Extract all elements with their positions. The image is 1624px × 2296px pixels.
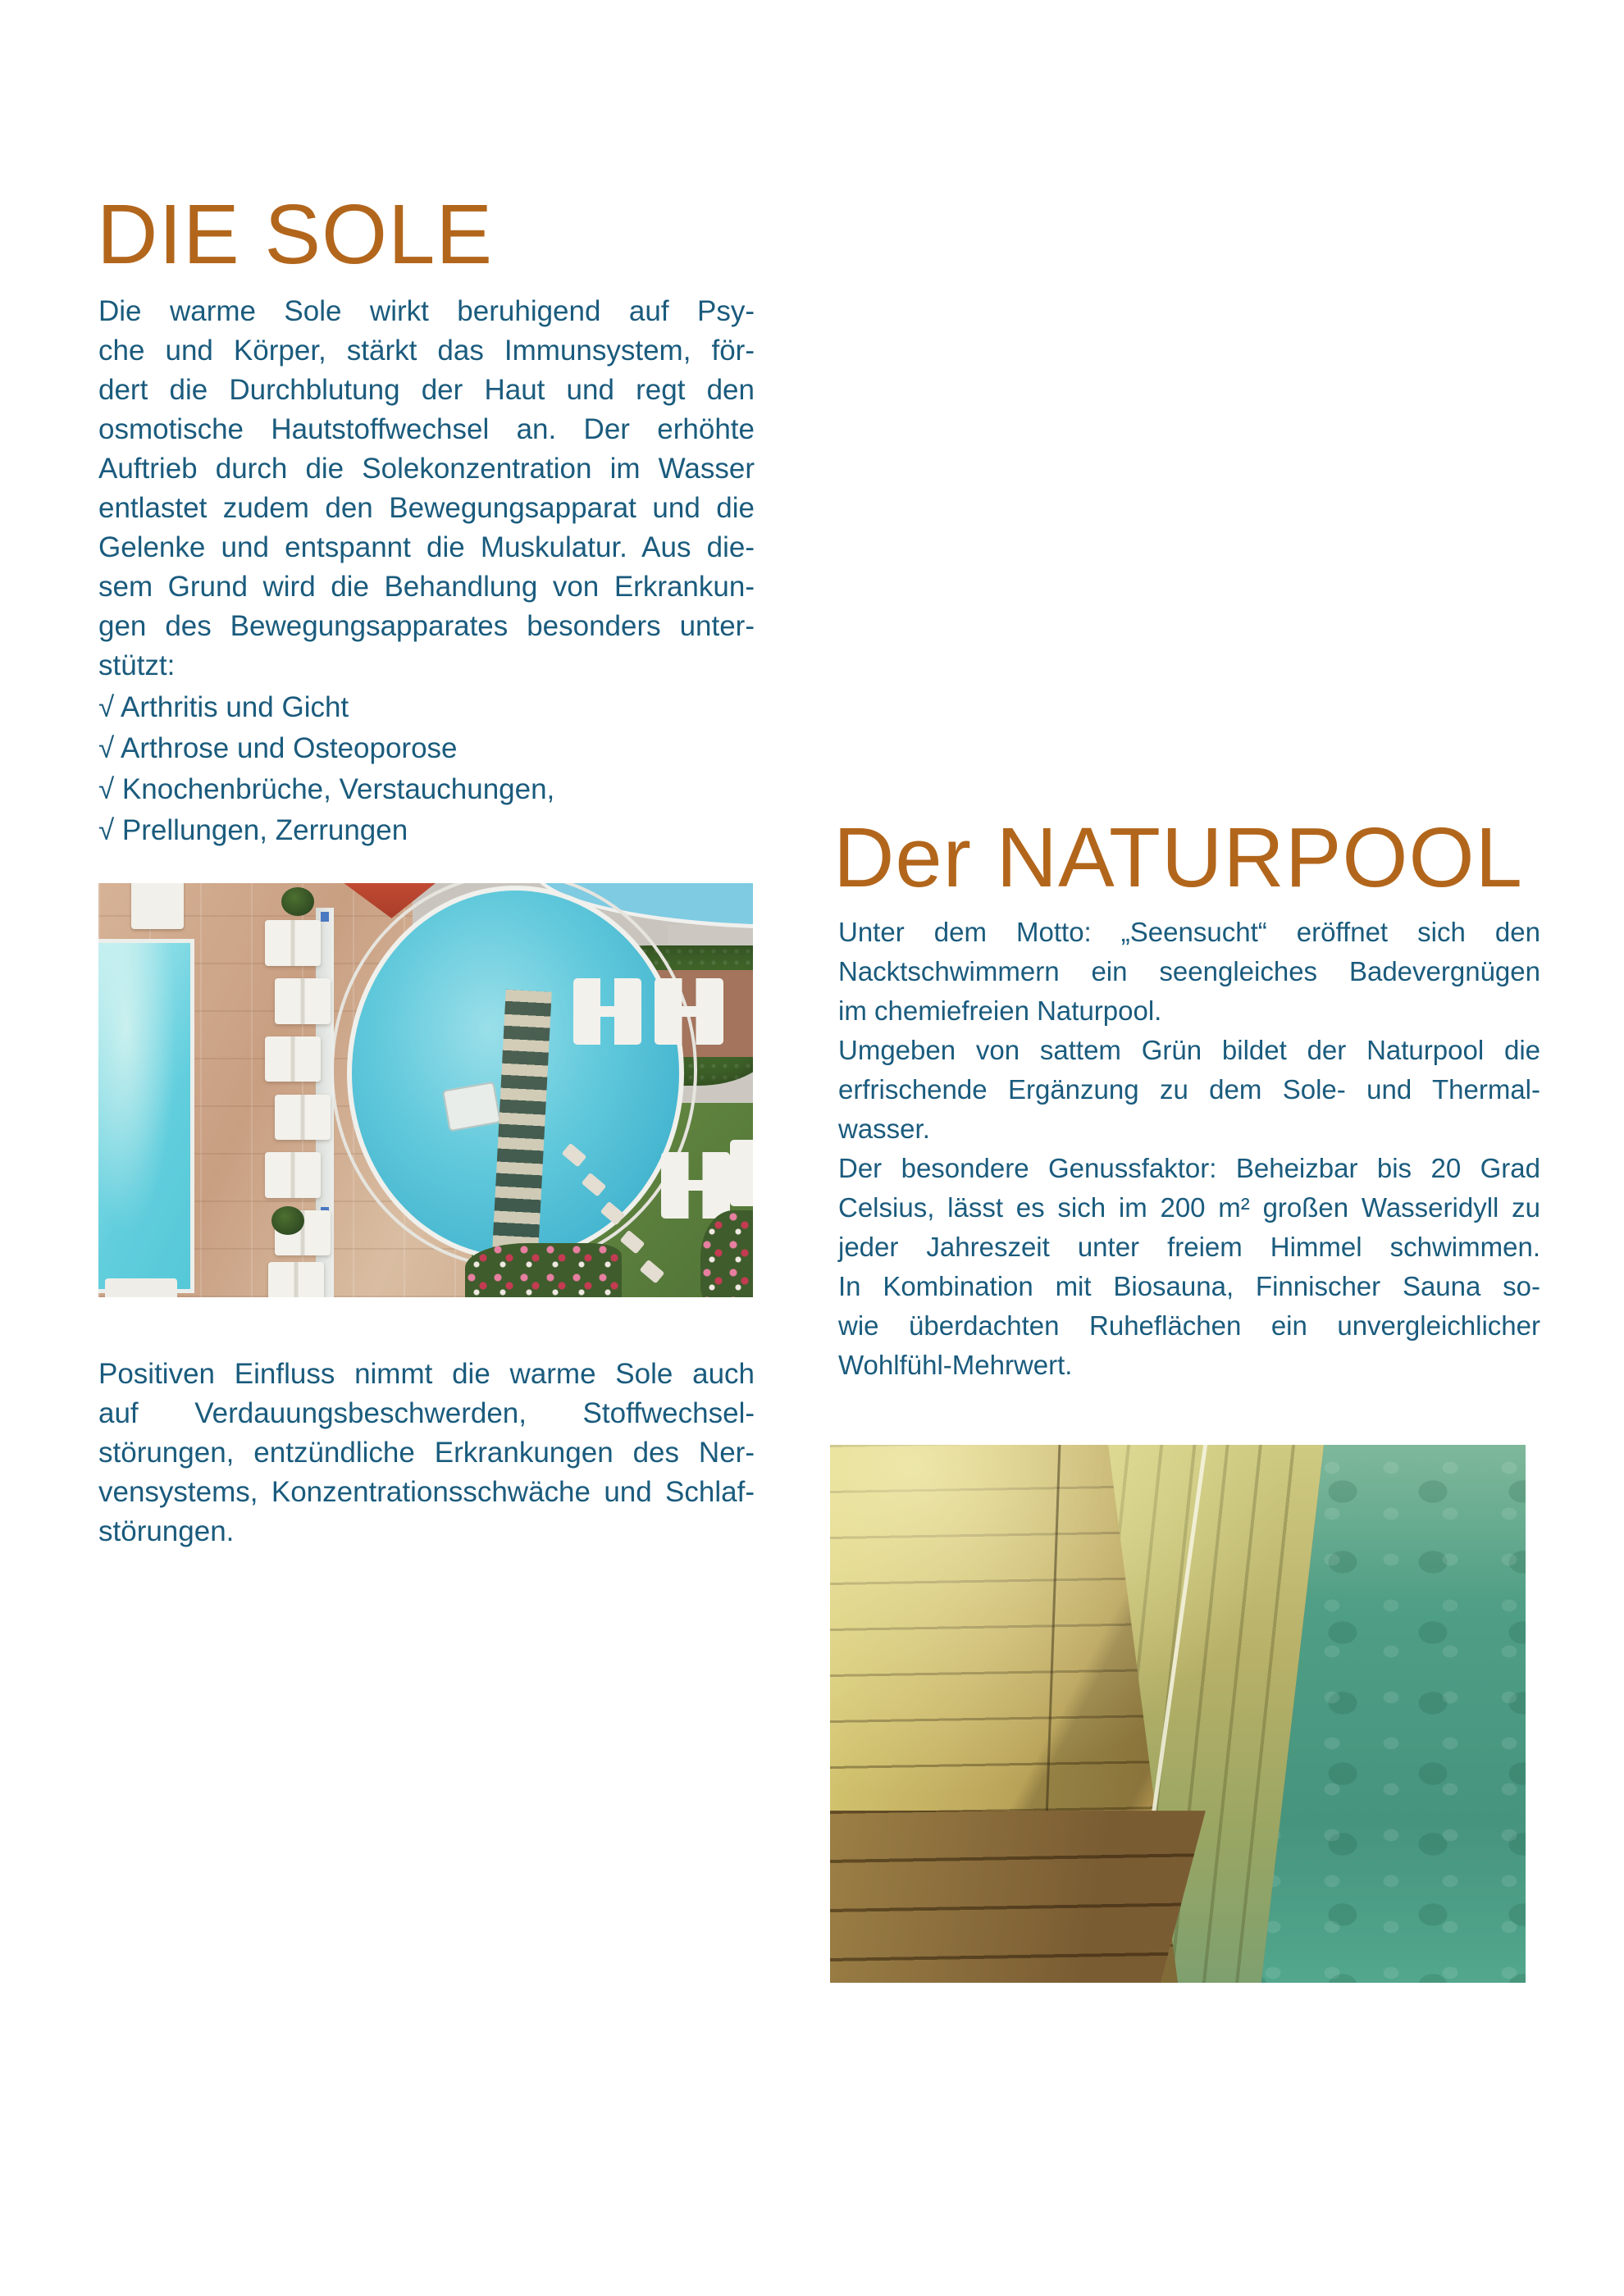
sole-paragraph-2 (98, 1355, 755, 1551)
text-line: Auftrieb durch die Solekonzentration im Wasser (98, 453, 755, 485)
text-line: entlastet zudem den Bewegungsapparat und die (98, 492, 755, 524)
sole-paragraph (98, 292, 755, 686)
text-line: Der besondere Genussfaktor: Beheizbar bis 20 Grad (838, 1153, 1540, 1183)
text-line: wasser. (838, 1114, 930, 1144)
text-line: Unter dem Motto: „Seensucht“ eröffnet sich den (838, 917, 1540, 947)
text-line: Gelenke und entspannt die Muskulatur. Aus die- (98, 531, 755, 563)
sun-lounger (105, 1278, 177, 1297)
text-line: √ Arthrose und Osteoporose (98, 732, 458, 764)
text-line: stützt: (98, 649, 176, 681)
text-line: dert die Durchblutung der Haut und regt den (98, 374, 755, 406)
sun-lounger (275, 1095, 331, 1141)
sun-lounger (265, 1036, 321, 1082)
text-line: vensystems, Konzentrationsschwäche und Schlaf- (98, 1476, 755, 1508)
sun-lounger (268, 1262, 324, 1297)
text-line: wie überdachten Ruheflächen ein unvergleichlicher (838, 1310, 1540, 1341)
aerial-pools-photo (98, 883, 753, 1297)
text-line: störungen. (98, 1515, 235, 1547)
double-lounger (661, 1152, 730, 1219)
page-title-die-sole: DIE SOLE (97, 187, 494, 281)
text-line: erfrischende Ergänzung zu dem Sole- und Thermal- (838, 1074, 1540, 1105)
text-line: Celsius, lässt es sich im 200 m² großen Wasseridyll zu (838, 1192, 1540, 1223)
flower-bed (465, 1243, 623, 1297)
text-line: √ Prellungen, Zerrungen (98, 814, 408, 846)
text-line: Umgeben von sattem Grün bildet der Naturpool die (838, 1035, 1540, 1065)
text-line: Nacktschwimmern ein seengleiches Badevergnügen (838, 956, 1540, 986)
text-line: osmotische Hautstoffwechsel an. Der erhöhte (98, 413, 755, 445)
double-lounger (655, 978, 723, 1045)
text-line: auf Verdauungsbeschwerden, Stoffwechsel- (98, 1397, 755, 1429)
text-line: gen des Bewegungsapparates besonders unter- (98, 610, 755, 642)
text-line: sem Grund wird die Behandlung von Erkrankun- (98, 571, 755, 603)
text-line: störungen, entzündliche Erkrankungen des Ner- (98, 1437, 755, 1469)
text-line: Die warme Sole wirkt beruhigend auf Psy- (98, 295, 755, 327)
text-line: √ Knochenbrüche, Verstauchungen, (98, 773, 555, 805)
sun-lounger (265, 920, 321, 966)
page-title-naturpool: Der NATURPOOL (833, 810, 1523, 904)
naturpool-steps-photo (830, 1445, 1526, 1983)
text-line: Positiven Einfluss nimmt die warme Sole auch (98, 1358, 755, 1390)
lap-pool (98, 939, 194, 1293)
sun-lounger (275, 978, 331, 1024)
double-lounger (573, 978, 642, 1045)
foreground-planks (830, 1811, 1206, 1983)
text-line: jeder Jahreszeit unter freiem Himmel schwimmen. (838, 1232, 1540, 1262)
sun-lounger (265, 1152, 321, 1198)
sole-benefits-checklist (98, 687, 755, 851)
text-line: che und Körper, stärkt das Immunsystem, för- (98, 335, 755, 367)
text-line: Wohlfühl-Mehrwert. (838, 1350, 1073, 1380)
text-line: √ Arthritis und Gicht (98, 691, 349, 723)
naturpool-paragraphs (838, 913, 1540, 1385)
text-line: In Kombination mit Biosauna, Finnischer Sauna so- (838, 1271, 1540, 1301)
text-line: im chemiefreien Naturpool. (838, 995, 1162, 1026)
double-lounger (730, 1140, 753, 1206)
sun-lounger (131, 883, 184, 929)
